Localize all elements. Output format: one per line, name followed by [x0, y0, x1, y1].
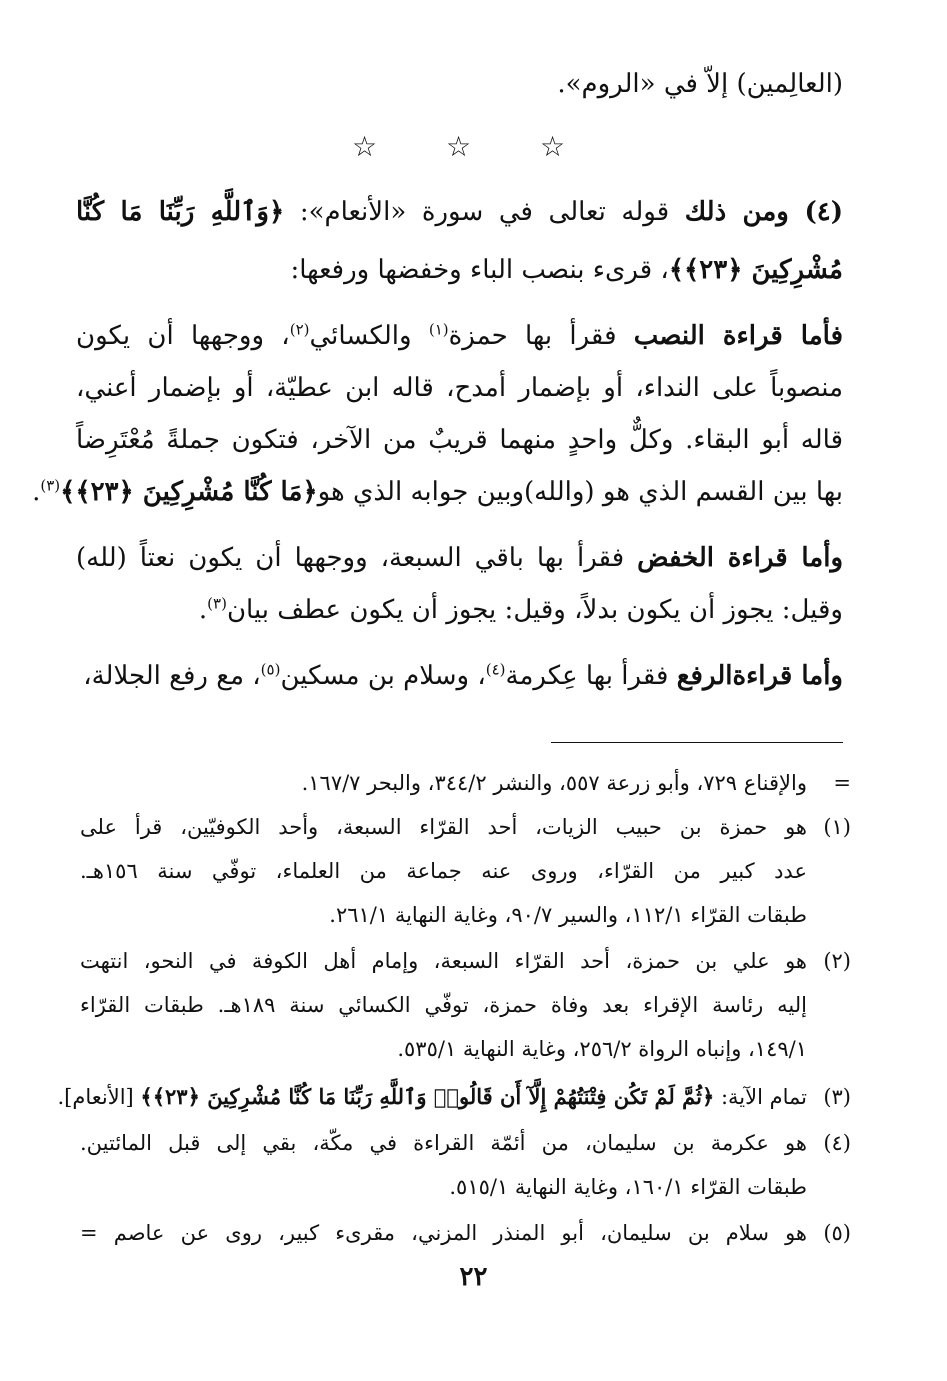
footnote1-line2: عدد كبير من القرّاء، وروى عنه جماعة من العلماء، توفّي سنة ١٥٦هـ. [80, 859, 807, 883]
para4-line1 [83, 654, 843, 698]
footnote-ref: (٢) [289, 320, 310, 339]
quran-quote: ﴿وَٱللَّهِ رَبِّنَا مَا كُنَّا [76, 197, 285, 227]
footnote-divider [551, 742, 843, 743]
para-number: (٤) [804, 197, 844, 227]
para1-text: قوله تعالى في سورة «الأنعام»: [299, 197, 670, 227]
footnote-ref: (٣) [207, 594, 227, 613]
footnote-ref: (٥) [260, 660, 281, 679]
footnote4-line1: هو عكرمة بن سليمان، من أئمّة القراءة في مكّة، بقي إلى قبل المائتين. [80, 1131, 807, 1155]
footnote-number: (٢) [823, 949, 851, 973]
para1-text: ، قرىء بنصب الباء وخفضها ورفعها: [290, 255, 669, 285]
footnote5-line1: هو سلام بن سليمان، أبو المنذر المزني، مقرىء كبير، روى عن عاصم = [80, 1221, 807, 1245]
footnote2-line3: ١٤٩/١، وإنباه الرواة ٢٥٦/٢، وغاية النهاية ٥٣٥/١. [397, 1037, 807, 1061]
para2-text: فقرأ بها حمزة [448, 321, 617, 351]
footnote3-text: تمام الآية: [720, 1085, 807, 1109]
para3-line1 [76, 536, 843, 580]
footnote-continuation: والإقناع ٧٢٩، وأبو زرعة ٥٥٧، والنشر ٣٤٤/٢، والبحر ١٦٧/٧. [301, 771, 807, 795]
section-separator: ☆ ☆ ☆ [351, 130, 596, 163]
footnote-number: (١) [823, 815, 851, 839]
para2-line1 [76, 314, 843, 358]
footnote3-text: [الأنعام]. [57, 1085, 134, 1109]
footnote2-line2: إليه رئاسة الإقراء بعد وفاة حمزة، توفّي الكسائي سنة ١٨٩هـ. طبقات القرّاء [80, 993, 807, 1017]
para2-lead: فأما قراءة النصب [633, 321, 843, 351]
footnote2-line1: هو علي بن حمزة، أحد القرّاء السبعة، وإمام أهل الكوفة في النحو، انتهت [80, 949, 807, 973]
footnote-continuation-mark: = [833, 771, 851, 795]
footnote1-line1: هو حمزة بن حبيب الزيات، أحد القرّاء السبعة، وأحد الكوفيّين، قرأ على [80, 815, 807, 839]
para3-text: فقرأ بها باقي السبعة، ووجهها أن يكون نعتاً (لله) [76, 543, 625, 573]
footnote-number: (٤) [823, 1131, 851, 1155]
footnote-ref: (٤) [485, 660, 506, 679]
para2-text: بها بين القسم الذي هو (والله)وبين جوابه الذي هو [317, 477, 843, 507]
para3-lead: وأما قراءة الخفض [637, 543, 843, 573]
quran-quote: ﴿مَا كُنَّا مُشْرِكِينَ ﴿٢٣﴾﴾ [60, 477, 318, 507]
page-number: ٢٢ [459, 1262, 488, 1292]
para2-text: والكسائي [309, 321, 412, 351]
para4-text: فقرأ بها عِكرمة [505, 661, 669, 691]
para3-text: وقيل: يجوز أن يكون بدلاً، وقيل: يجوز أن يكون عطف بيان [226, 595, 843, 625]
footnote-ref: (١) [428, 320, 449, 339]
para1-lead: ومن ذلك [684, 197, 789, 227]
para4-text: ، وسلام بن مسكين [280, 661, 486, 691]
footnote-number: (٣) [823, 1085, 851, 1109]
para4-lead: وأما قراءةالرفع [676, 661, 843, 691]
footnote1-line3: طبقات القرّاء ١١٢/١، والسير ٩٠/٧، وغاية النهاية ٢٦١/١. [329, 903, 807, 927]
para2-line3: قاله أبو البقاء. وكلٌّ واحدٍ منهما قريبٌ من الآخر، فتكون جملةً مُعْتَرِضاً [76, 425, 843, 455]
footnote4-line2: طبقات القرّاء ١٦٠/١، وغاية النهاية ٥١٥/١. [449, 1175, 807, 1199]
para3-line2: وقيل: يجوز أن يكون بدلاً، وقيل: يجوز أن يكون عطف بيان$^{(٣)}$. [198, 594, 843, 625]
footnote-number: (٥) [823, 1221, 851, 1245]
top-line: (العالِمين) إلاّ في «الروم». [557, 69, 843, 99]
quran-quote: مُشْرِكِينَ ﴿٢٣﴾﴾ [668, 255, 843, 285]
para2-line4: بها بين القسم الذي هو (والله)وبين جوابه الذي هو﴿مَا كُنَّا مُشْرِكِينَ ﴿٢٣﴾﴾$^{(٣)}$. [32, 476, 843, 507]
footnote3-line1 [57, 1080, 807, 1114]
para2-line2: منصوباً على النداء، أو بإضمار أمدح، قاله ابن عطيّة، أو بإضمار أعني، [76, 373, 843, 403]
footnote-ref: (٣) [40, 476, 61, 495]
para1-line2 [290, 248, 843, 292]
para4-text: ، مع رفع الجلالة، [83, 661, 261, 691]
quran-quote: ﴿ثُمَّ لَمْ تَكُن فِتْنَتُهُمْ إِلَّآ أَن قَالُوا۟ وَٱللَّهِ رَبِّنَا مَا كُنَّا مُشْرِكِينَ ﴿٢٣﴾﴾ [140, 1084, 715, 1109]
para1-line1 [76, 190, 843, 234]
para2-text: ، ووجهها أن يكون [76, 321, 290, 351]
